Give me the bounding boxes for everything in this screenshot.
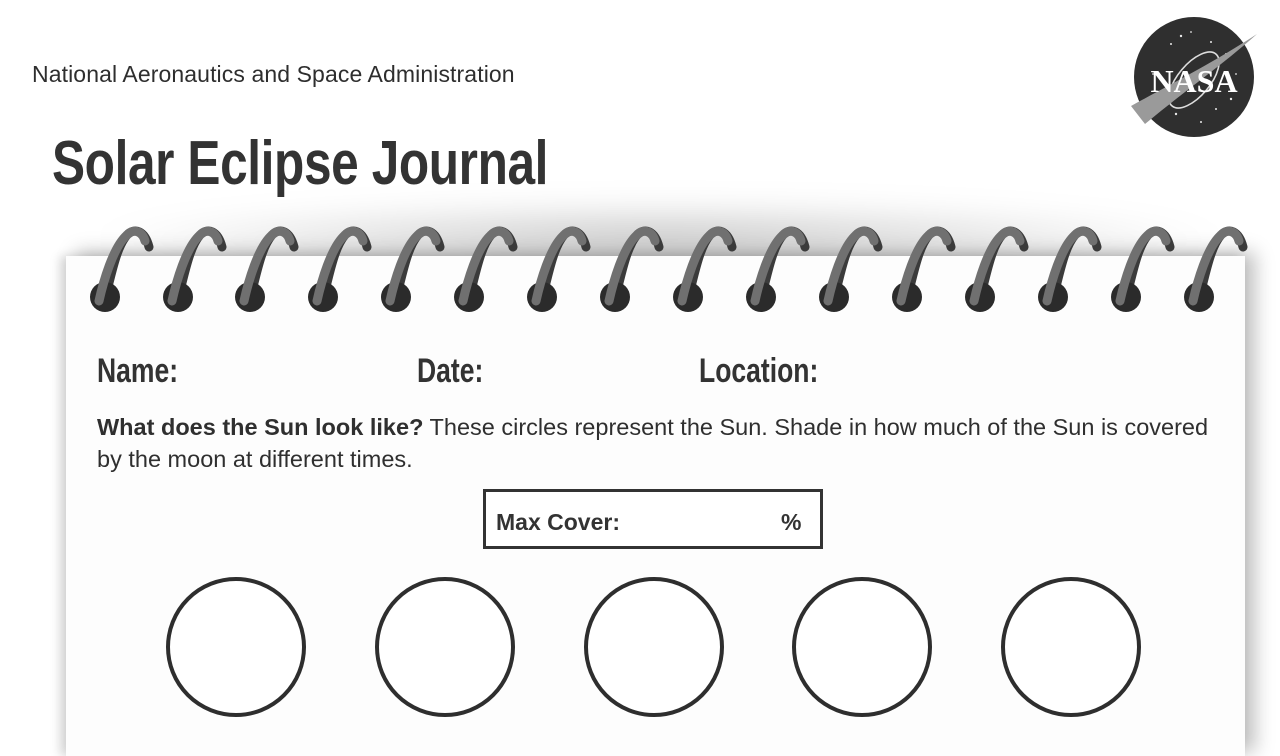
sun-circle-4[interactable] (792, 577, 932, 717)
sun-circle-5[interactable] (1001, 577, 1141, 717)
sun-circle-2[interactable] (375, 577, 515, 717)
prompt-instructions: These circles represent the Sun. Shade in how much of the Sun is covered by the moon at different times. (97, 414, 1209, 472)
svg-text:NASA: NASA (1150, 63, 1238, 99)
instructions-text (97, 411, 1217, 475)
agency-name: National Aeronautics and Space Administration (32, 61, 515, 87)
prompt-question: What does the Sun look like? (97, 414, 424, 440)
nasa-logo-icon (1131, 14, 1257, 140)
page-title: Solar Eclipse Journal (52, 129, 549, 198)
sun-circle-3[interactable] (584, 577, 724, 717)
sun-circle-1[interactable] (166, 577, 306, 717)
date-field-label: Date: (417, 352, 484, 390)
max-cover-label: Max Cover: (496, 509, 620, 535)
name-field-label: Name: (97, 352, 179, 390)
location-field-label: Location: (699, 352, 819, 390)
max-cover-box[interactable] (483, 489, 823, 549)
percent-unit: % (781, 509, 802, 535)
